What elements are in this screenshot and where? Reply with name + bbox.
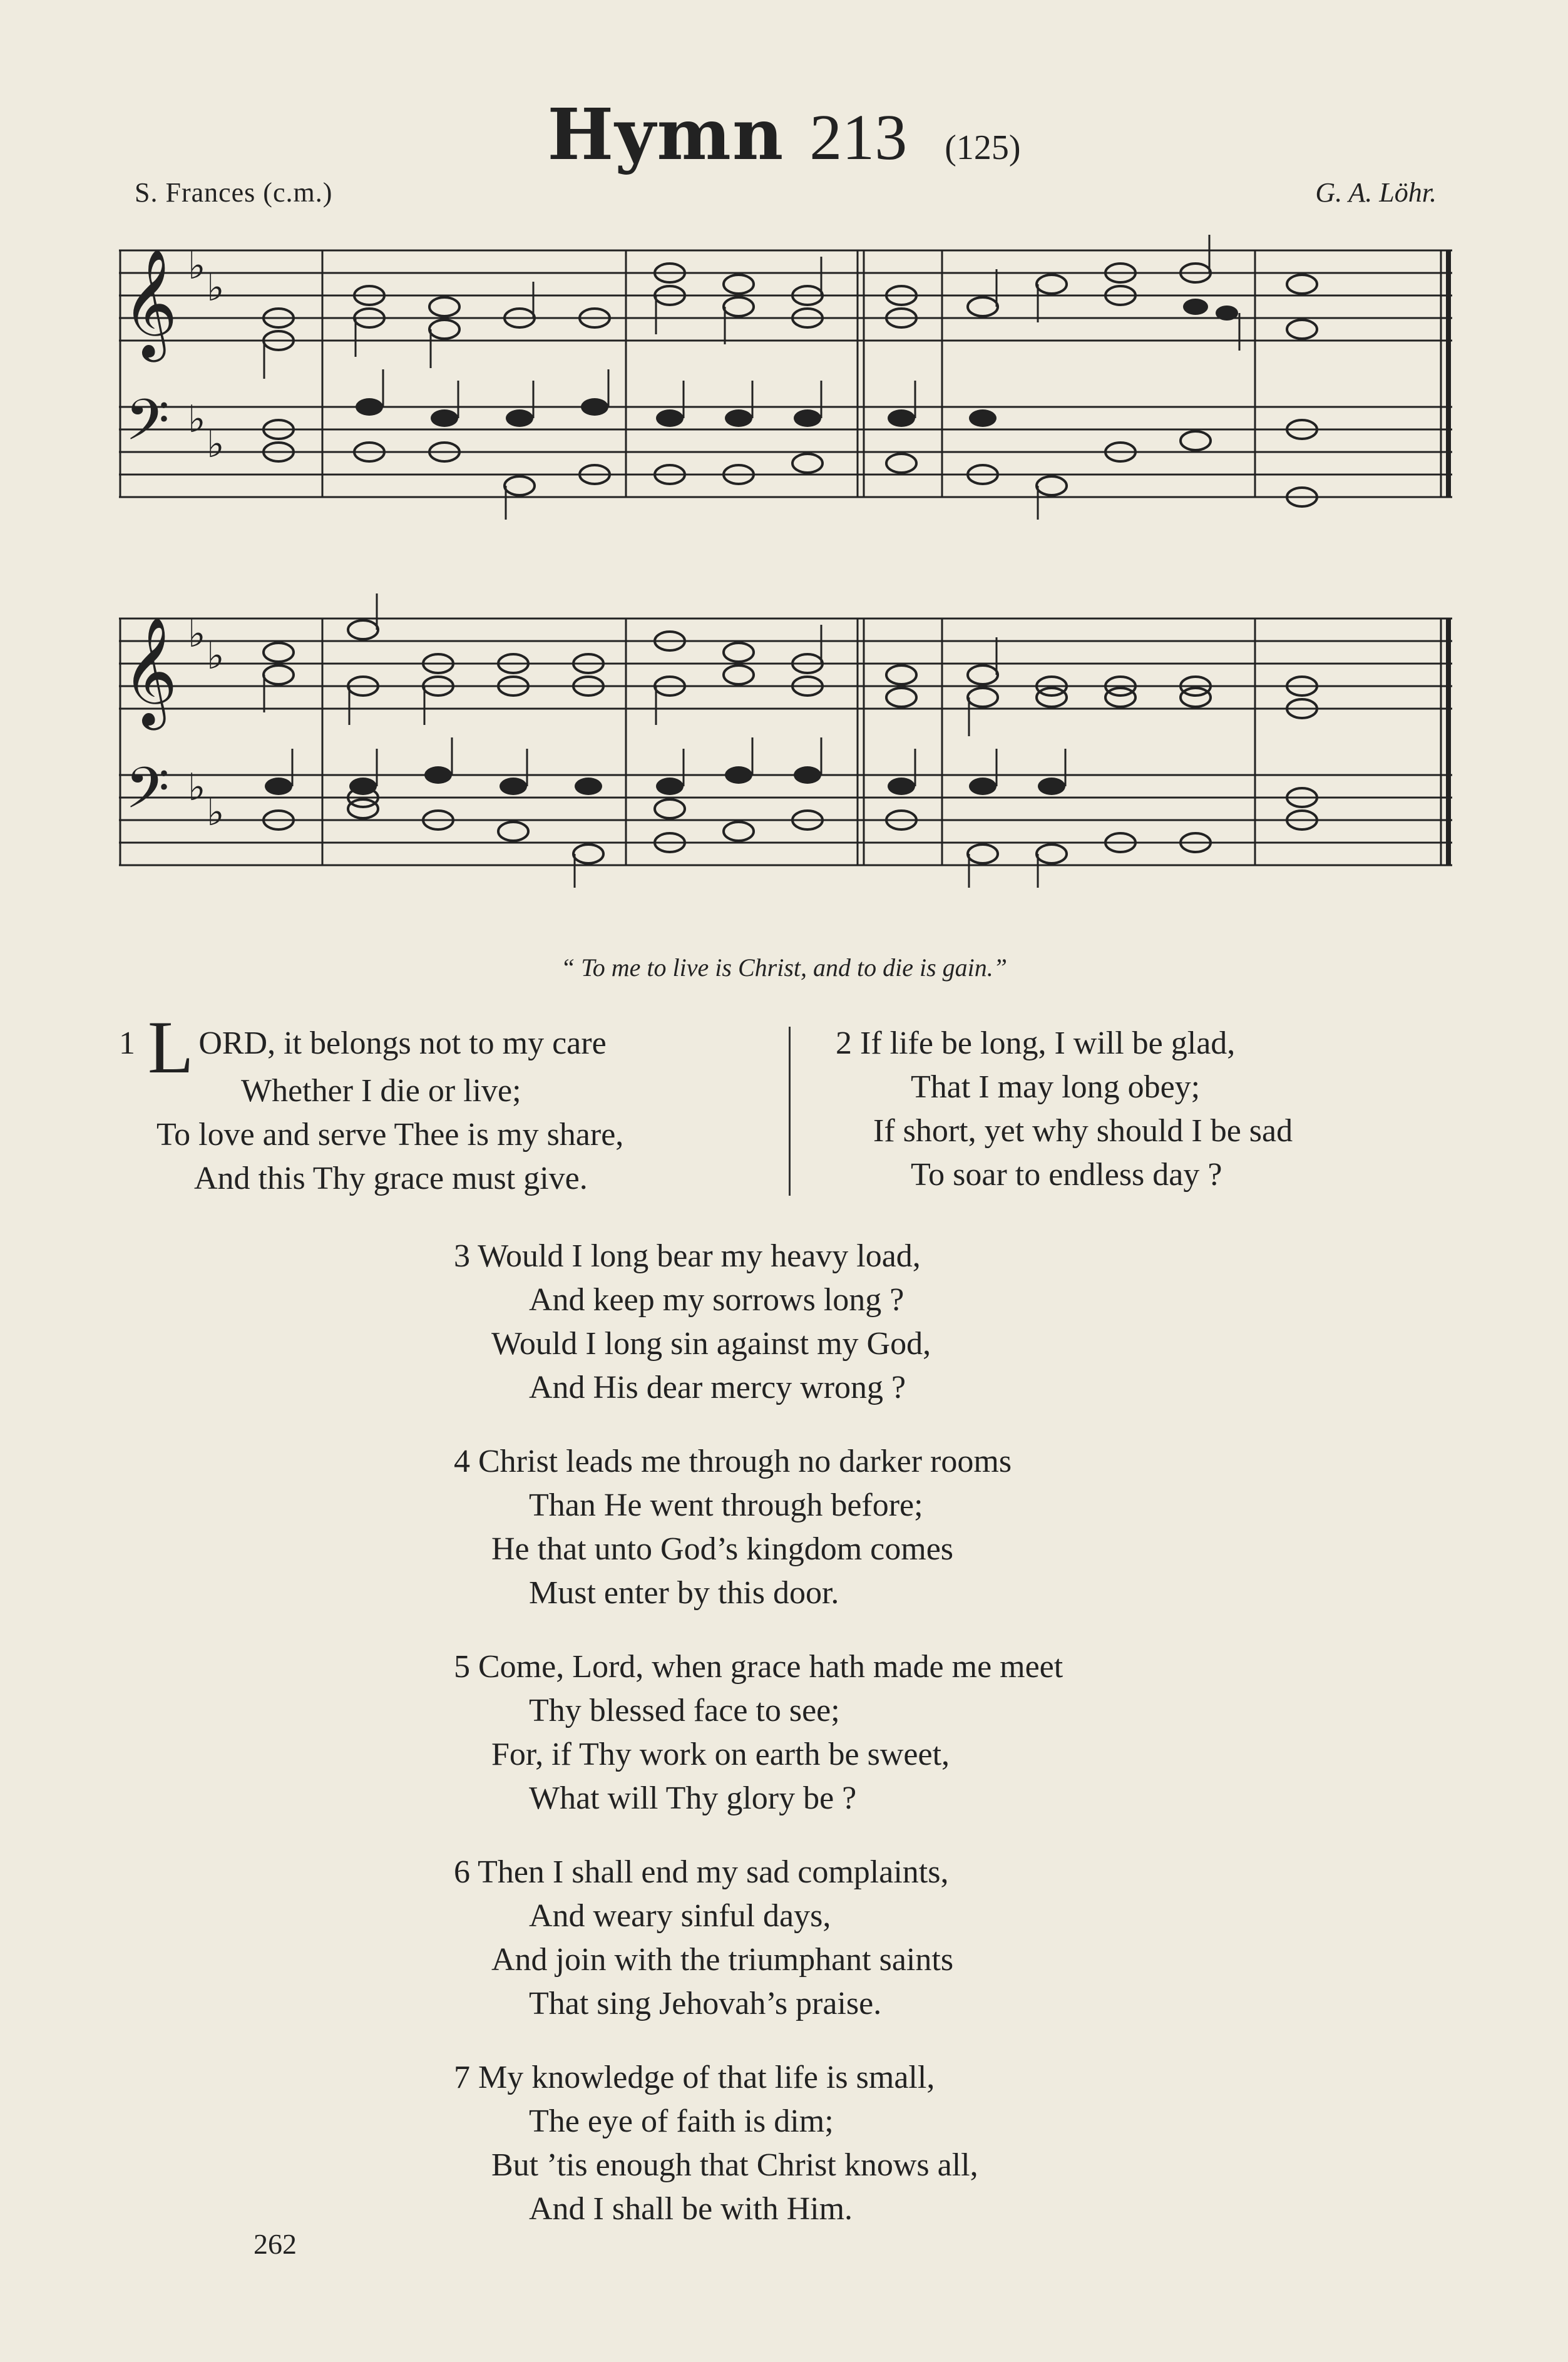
svg-text:♭: ♭ (207, 634, 225, 678)
notes (264, 620, 1317, 863)
bass-staff (119, 775, 1452, 865)
bass-staff (119, 407, 1452, 497)
music-score-system-1 (119, 225, 1452, 520)
verse-line: Whether I die or live; (241, 1073, 521, 1109)
svg-text:♭: ♭ (207, 791, 225, 834)
verse-line: And weary sinful days, (529, 1898, 831, 1934)
verse-line: For, if Thy work on earth be sweet, (491, 1737, 950, 1772)
verse-line-text: Christ leads me through no darker rooms (478, 1444, 1012, 1479)
verse-line (836, 1022, 1293, 1065)
verse-line: Thy blessed face to see; (529, 1693, 840, 1728)
hymn-title-word: Hymn (547, 94, 785, 176)
drop-cap: L (148, 1005, 194, 1089)
verse-line (454, 1645, 1063, 1689)
verse-number: 6 (454, 1854, 470, 1890)
bass-clef-icon: 𝄢 (125, 387, 170, 467)
verse-number: 1 (119, 1025, 135, 1061)
barlines (120, 619, 1448, 865)
verse-line (119, 1005, 623, 1089)
verse-line: And His dear mercy wrong ? (529, 1370, 906, 1405)
verse-line-text: Come, Lord, when grace hath made me meet (478, 1649, 1063, 1685)
hymn-title (0, 94, 1568, 176)
stems (264, 235, 1239, 520)
verse-number: 7 (454, 2060, 470, 2095)
verse-4 (454, 1440, 1012, 1615)
verse-line-text: Would I long bear my heavy load, (478, 1238, 921, 1274)
barlines (120, 250, 1448, 497)
verse-line (454, 2056, 978, 2100)
verse-line: He that unto God’s kingdom comes (491, 1531, 954, 1567)
verse-line (454, 1440, 1012, 1484)
svg-text:♭: ♭ (188, 398, 206, 441)
verse-5 (454, 1645, 1063, 1820)
treble-clef-icon: 𝄞 (122, 617, 178, 726)
notes (264, 264, 1317, 506)
verse-number: 4 (454, 1444, 470, 1479)
verse-line: That sing Jehovah’s praise. (529, 1986, 882, 2021)
epigraph: “ To me to live is Christ, and to die is gain.” (560, 953, 1008, 982)
verse-line: Would I long sin against my God, (491, 1326, 931, 1362)
verse-line: And I shall be with Him. (529, 2191, 853, 2227)
svg-text:♭: ♭ (188, 244, 206, 288)
key-signature-flats (188, 244, 224, 466)
column-divider (789, 1027, 791, 1196)
verse-line: And keep my sorrows long ? (529, 1282, 904, 1318)
filled-notes (265, 766, 1065, 795)
svg-text:♭: ♭ (188, 612, 206, 656)
verse-2 (836, 1022, 1293, 1197)
svg-text:♭: ♭ (188, 766, 206, 809)
verse-line: But ’tis enough that Christ knows all, (491, 2147, 978, 2183)
verse-line-text: My knowledge of that life is small, (478, 2060, 935, 2095)
verse-line-text: Then I shall end my sad complaints, (478, 1854, 949, 1890)
verse-line: And this Thy grace must give. (194, 1161, 588, 1196)
verse-1 (119, 1005, 624, 1201)
verse-line: And join with the triumphant saints (491, 1942, 954, 1978)
tune-name: S. Frances (c.m.) (135, 177, 333, 208)
svg-text:♭: ♭ (207, 423, 225, 466)
verse-line: To soar to endless day ? (911, 1157, 1222, 1193)
verse-line-text: If life be long, I will be glad, (860, 1025, 1236, 1061)
composer-name: G. A. Löhr. (1315, 177, 1437, 208)
verse-line: To love and serve Thee is my share, (156, 1117, 624, 1153)
bass-clef-icon: 𝄢 (125, 755, 170, 835)
music-score-system-2 (119, 593, 1452, 888)
hymn-number: 213 (809, 101, 908, 173)
verse-number: 5 (454, 1649, 470, 1685)
verse-line-text: ORD, it belongs not to my care (198, 1025, 607, 1061)
verse-line: Must enter by this door. (529, 1575, 839, 1611)
verse-3 (454, 1235, 931, 1410)
hymn-alt-number: (125) (945, 128, 1021, 167)
verse-number: 2 (836, 1025, 852, 1061)
key-signature-flats (188, 612, 224, 834)
verse-line (454, 1851, 953, 1894)
svg-text:♭: ♭ (207, 266, 225, 310)
treble-staff (119, 619, 1452, 709)
verse-line: That I may long obey; (911, 1069, 1201, 1105)
page-number: 262 (254, 2228, 297, 2260)
verse-line: The eye of faith is dim; (529, 2103, 834, 2139)
verse-line (454, 1235, 931, 1278)
verse-line: If short, yet why should I be sad (873, 1113, 1293, 1149)
verse-7 (454, 2056, 978, 2231)
verse-6 (454, 1851, 953, 2026)
treble-staff (119, 250, 1452, 341)
verse-line: Than He went through before; (529, 1487, 923, 1523)
verse-number: 3 (454, 1238, 470, 1274)
treble-clef-icon: 𝄞 (122, 249, 178, 357)
verse-line: What will Thy glory be ? (529, 1780, 857, 1816)
